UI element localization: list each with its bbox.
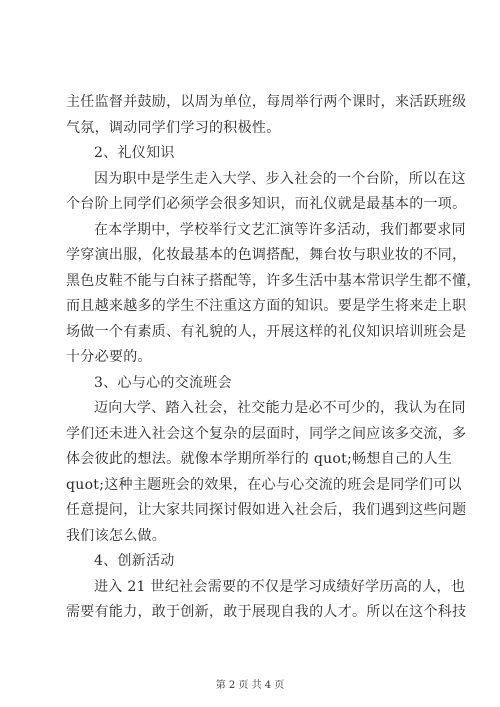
section-heading: 3、心与心的交流班会 xyxy=(94,374,232,391)
text-line: 任意提问，让大家共同探讨假如进入社会后，我们遇到这些问题 xyxy=(66,502,467,518)
text-line: 气氛，调动同学们学习的积极性。 xyxy=(66,119,281,136)
text-line: 而且越来越多的学生不注重这方面的知识。要是学生将来走上职 xyxy=(66,298,467,314)
text-line: 场做一个有素质、有礼貌的人，开展这样的礼仪知识培训班会是 xyxy=(66,323,467,340)
text-line: 黑色皮鞋不能与白袜子搭配等，许多生活中基本常识学生都不懂， xyxy=(66,272,481,289)
text-line: 学穿演出服，化妆最基本的色调搭配，舞台妆与职业妆的不同， xyxy=(66,247,467,263)
text-line: quot;这种主题班会的效果，在心与心交流的班会是同学们可以 xyxy=(66,476,462,493)
paragraph-first-line: 因为职中是学生走入大学、步入社会的一个台阶，所以在这 xyxy=(94,170,466,187)
paragraph-first-line: 迈向大学、踏入社会，社交能力是必不可少的，我认为在同 xyxy=(94,400,466,416)
text-line: 十分必要的。 xyxy=(66,349,152,365)
paragraph-first-line: 进入 21 世纪社会需要的不仅是学习成绩好学历高的人，也 xyxy=(94,578,466,595)
text-line: 主任监督并鼓励，以周为单位，每周举行两个课时，来活跃班级 xyxy=(66,94,467,110)
section-heading: 4、创新活动 xyxy=(94,553,175,569)
text-line: 需要有能力，敢于创新，敢于展现自我的人才。所以在这个科技 xyxy=(66,604,467,620)
text-line: 个台阶上同学们必须学会很多知识，而礼仪就是最基本的一项。 xyxy=(66,196,467,212)
paragraph-first-line: 在本学期中，学校举行文艺汇演等许多活动，我们都要求同 xyxy=(94,221,466,238)
section-heading: 2、礼仪知识 xyxy=(94,145,175,161)
text-line: 体会彼此的想法。就像本学期所举行的 quot;畅想自己的人生 xyxy=(66,451,453,467)
document-body xyxy=(66,90,481,626)
page-number-footer: 第 2 页 共 4 页 xyxy=(215,680,285,691)
text-line: 我们该怎么做。 xyxy=(66,527,167,544)
text-line: 学们还未进入社会这个复杂的层面时，同学之间应该多交流，多 xyxy=(66,425,467,442)
